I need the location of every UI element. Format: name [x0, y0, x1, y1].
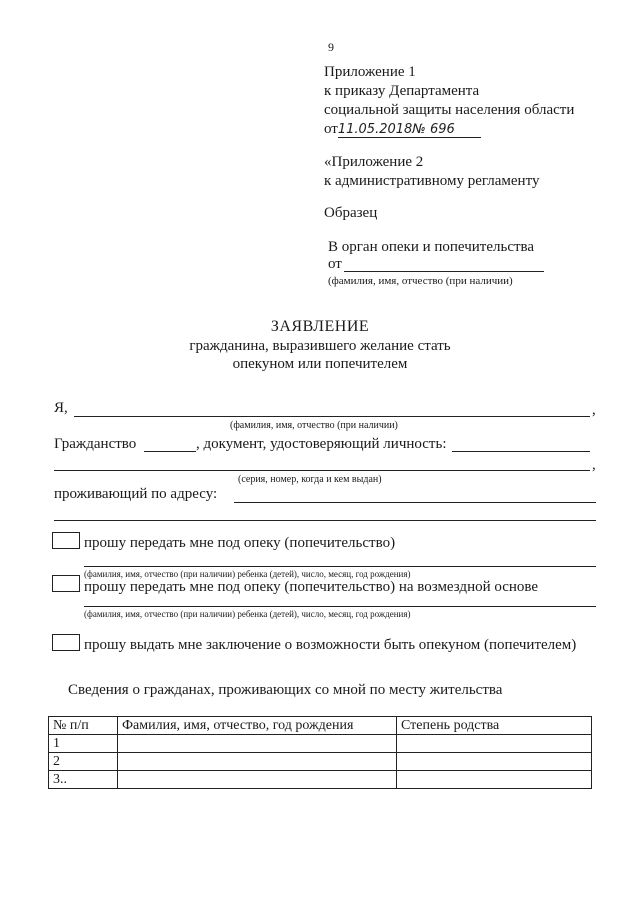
appendix-line-1: «Приложение 2: [324, 154, 424, 170]
addressee-line: В орган опеки и попечительства: [328, 239, 535, 255]
doc-end-comma: ,: [592, 457, 596, 473]
header-number: № п/п: [49, 717, 118, 735]
row-number: 1: [49, 735, 118, 753]
table-row: [49, 735, 592, 753]
applicant-name-line[interactable]: [74, 416, 590, 417]
row-number: 3..: [49, 771, 118, 789]
document-title: ЗАЯВЛЕНИЕ: [270, 318, 370, 335]
child-info-line-2[interactable]: [84, 606, 596, 607]
address-line-1[interactable]: [234, 502, 596, 503]
child-info-line-1[interactable]: [84, 566, 596, 567]
option-text-conclusion: прошу выдать мне заключение о возможности быть опекуном (попечителем): [84, 637, 577, 653]
applicant-name-hint: (фамилия, имя, отчество (при наличии): [230, 420, 398, 431]
table-row: [49, 753, 592, 771]
residents-table: [48, 716, 592, 789]
child-info-hint-1: (фамилия, имя, отчество (при наличии) ребенка (детей), число, месяц, год рождения): [84, 569, 411, 579]
addressee-from-hint: (фамилия, имя, отчество (при наличии): [328, 275, 513, 287]
row-relationship-cell[interactable]: [397, 735, 592, 753]
row-full-name-cell[interactable]: [118, 771, 397, 789]
row-relationship-cell[interactable]: [397, 771, 592, 789]
table-row: [49, 771, 592, 789]
citizenship-label: Гражданство: [54, 436, 137, 452]
child-info-hint-2: (фамилия, имя, отчество (при наличии) ребенка (детей), число, месяц, год рождения): [84, 609, 411, 619]
option-text-guardianship: прошу передать мне под опеку (попечительство): [84, 535, 396, 551]
row-full-name-cell[interactable]: [118, 735, 397, 753]
citizenship-line[interactable]: [144, 451, 196, 452]
option-checkbox-paid-guardianship[interactable]: [52, 575, 80, 592]
option-text-paid-guardianship: прошу передать мне под опеку (попечительство) на возмездной основе: [84, 579, 539, 595]
handwritten-date-signature: 11.05.2018№ 696: [338, 122, 481, 138]
table-header-row: [49, 717, 592, 735]
header-line-4: [324, 121, 481, 138]
i-end-comma: ,: [592, 402, 596, 418]
option-checkbox-conclusion[interactable]: [52, 634, 80, 651]
row-number: 2: [49, 753, 118, 771]
option-checkbox-guardianship[interactable]: [52, 532, 80, 549]
address-line-2[interactable]: [54, 520, 596, 521]
header-line-3: социальной защиты населения области: [324, 102, 575, 118]
addressee-from-line[interactable]: [344, 271, 544, 272]
page-number: 9: [328, 40, 334, 54]
document-line-1[interactable]: [452, 451, 590, 452]
document-label: , документ, удостоверяющий личность:: [196, 436, 447, 452]
residents-heading: Сведения о гражданах, проживающих со мной по месту жительства: [68, 682, 503, 698]
header-line-1: Приложение 1: [324, 64, 416, 80]
document-subtitle-1: гражданина, выразившего желание стать: [189, 338, 451, 354]
header-full-name: Фамилия, имя, отчество, год рождения: [118, 717, 397, 735]
document-subtitle-2: опекуном или попечителем: [232, 356, 408, 372]
row-relationship-cell[interactable]: [397, 753, 592, 771]
document-line-2[interactable]: [54, 470, 590, 471]
header-date-prefix: от: [324, 121, 338, 137]
row-full-name-cell[interactable]: [118, 753, 397, 771]
sample-label: Образец: [324, 205, 378, 221]
document-hint: (серия, номер, когда и кем выдан): [238, 474, 382, 485]
header-relationship: Степень родства: [397, 717, 592, 735]
header-line-2: к приказу Департамента: [324, 83, 480, 99]
addressee-from-label: от: [328, 256, 342, 272]
address-label: проживающий по адресу:: [54, 486, 218, 502]
appendix-line-2: к административному регламенту: [324, 173, 540, 189]
i-label: Я,: [54, 400, 68, 416]
